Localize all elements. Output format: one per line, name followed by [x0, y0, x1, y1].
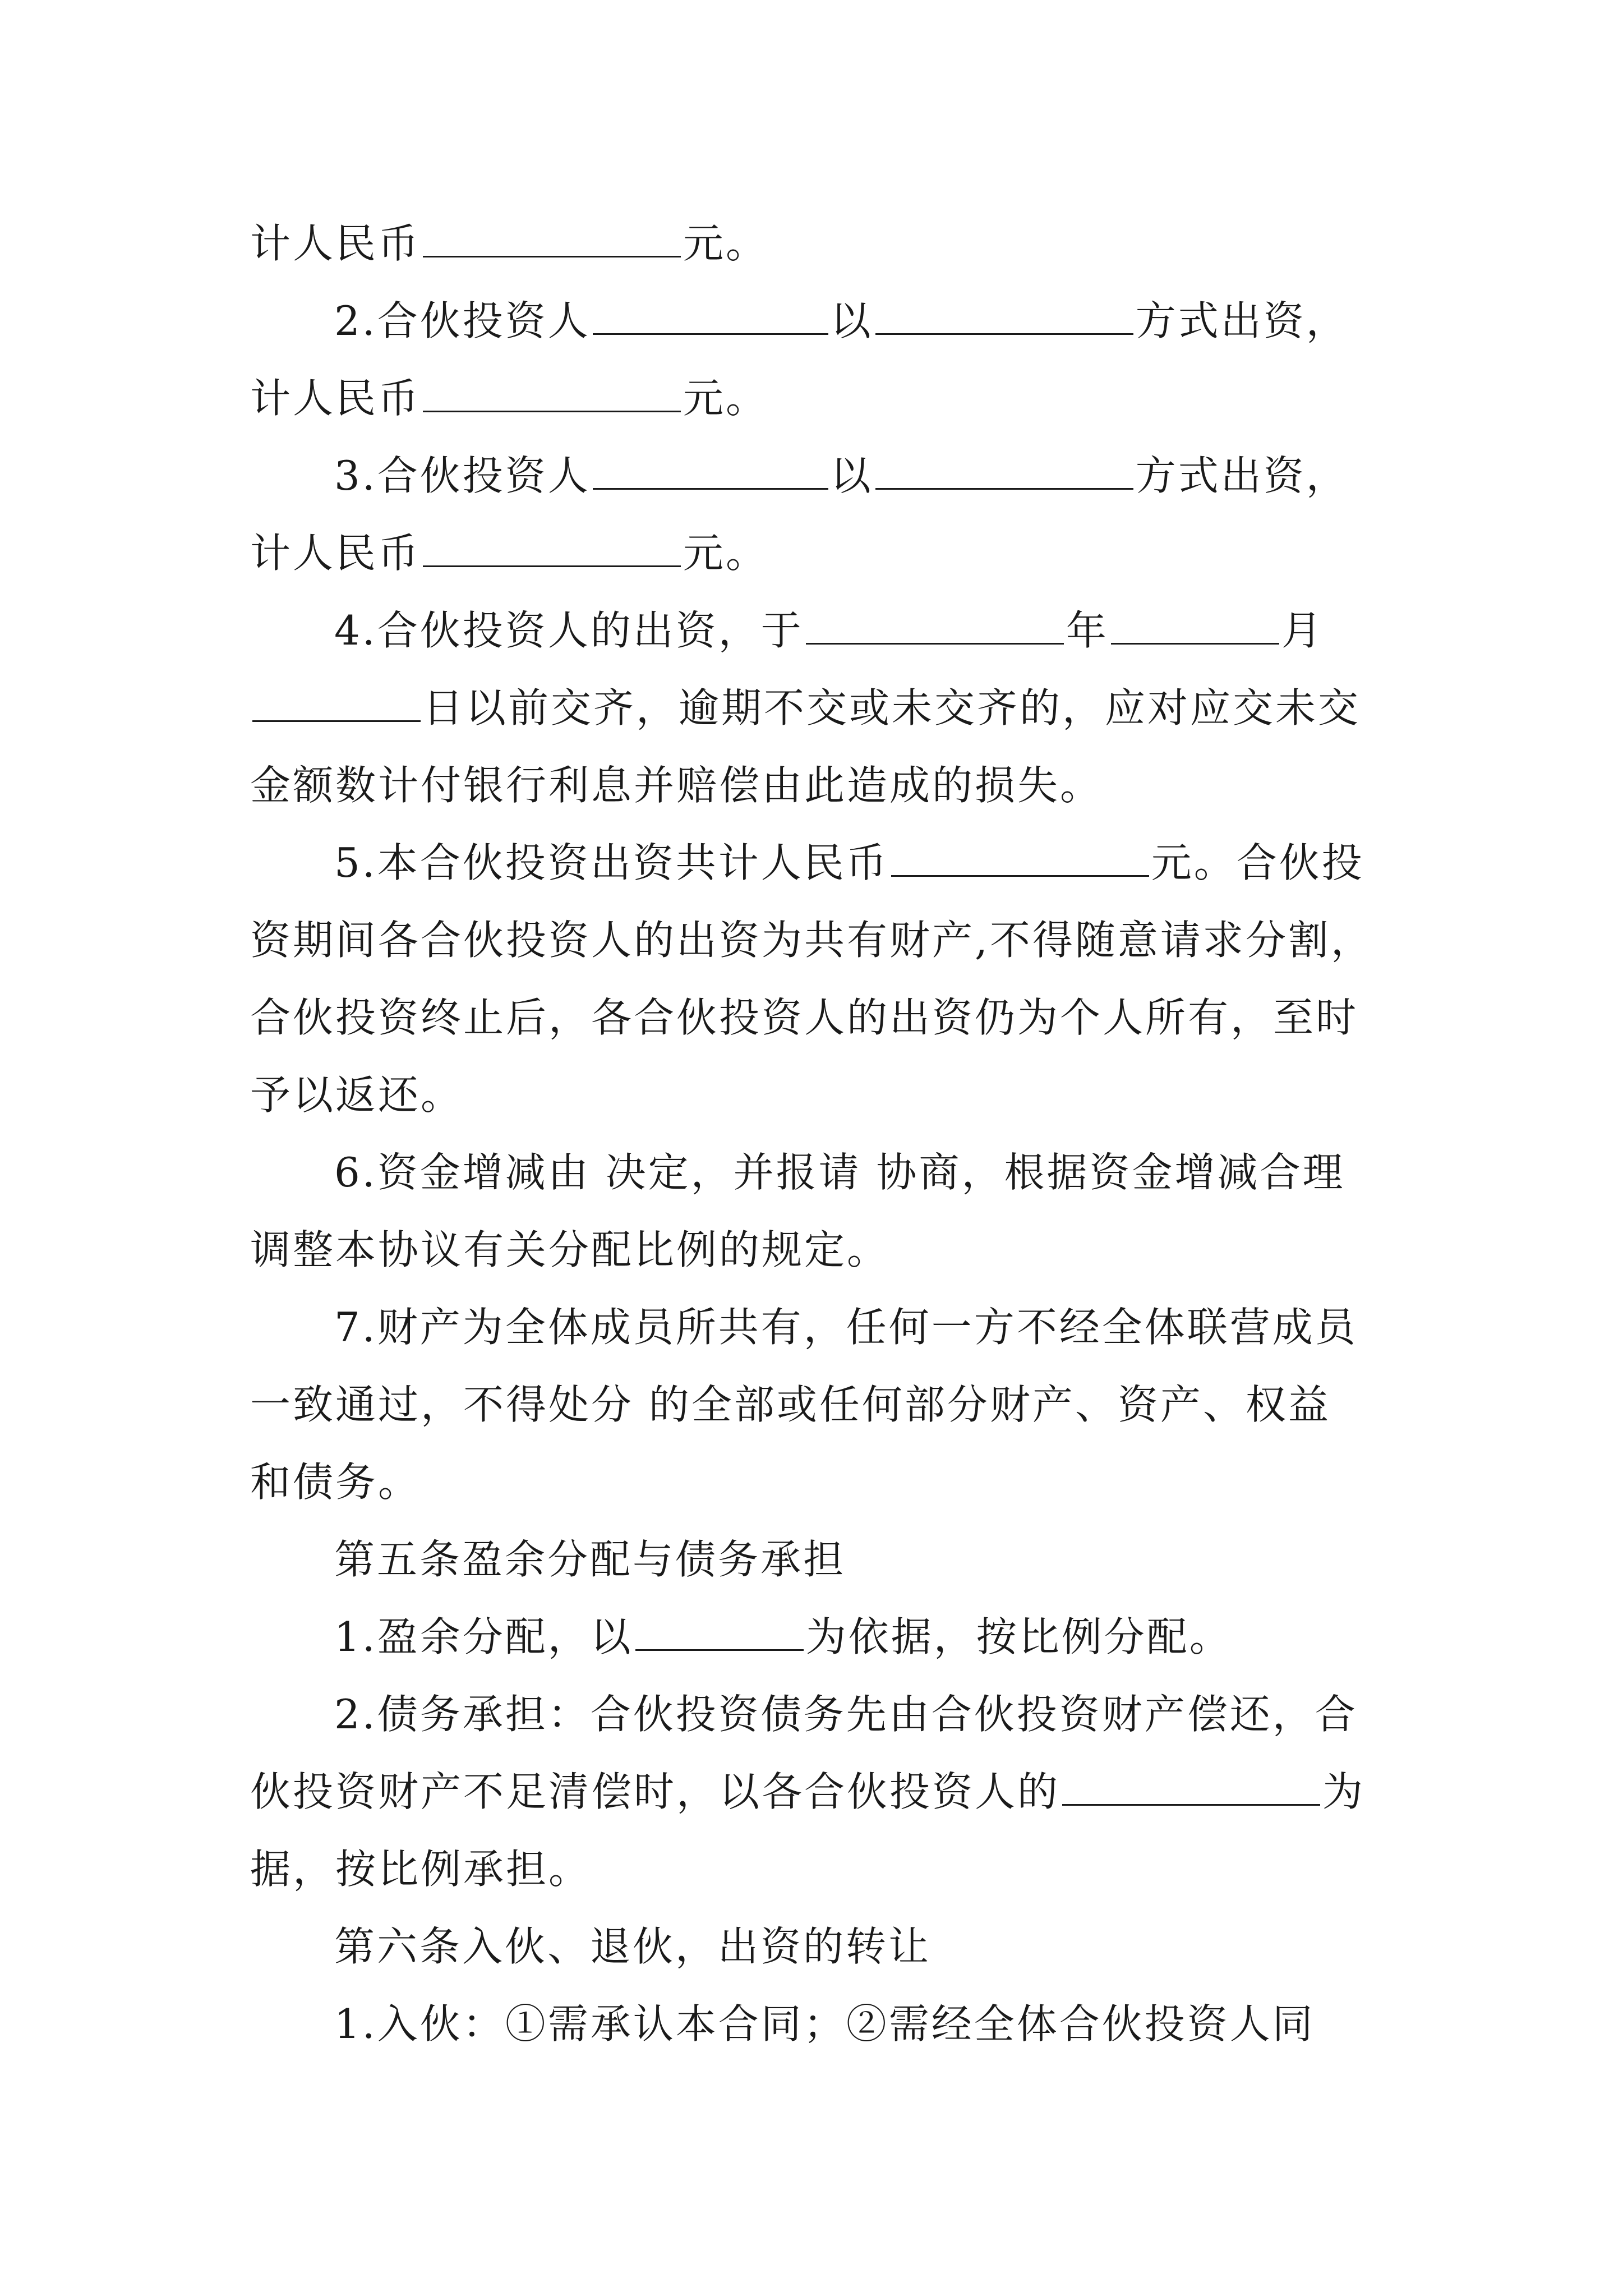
text-run: 计人民币: [250, 220, 421, 267]
text-line: 和债务。: [250, 1458, 421, 1506]
text-run: 元。: [683, 530, 769, 577]
text-run: 为依据，按比例分配。: [805, 1613, 1232, 1660]
text-line: [250, 205, 1383, 282]
text-line: 一致通过，不得处分 的全部或任何部分财产、资产、权益: [250, 1381, 1331, 1428]
text-run: 以: [830, 452, 873, 499]
text-run: 日以前交齐，逾期不交或未交齐的，应对应交未交: [423, 684, 1361, 731]
text-line: [250, 824, 1383, 901]
text-run: 年: [1066, 607, 1109, 654]
text-line: [250, 282, 1383, 360]
text-line: 金额数计付银行利息并赔偿由此造成的损失。: [250, 762, 1103, 809]
fill-blank: [875, 455, 1133, 490]
text-run: 计人民币: [250, 375, 421, 422]
text-run: 4.合伙投资人的出资，于: [334, 607, 804, 654]
text-run: 方式出资，: [1135, 297, 1349, 344]
text-line: 合伙投资终止后，各合伙投资人的出资仍为个人所有，至时: [250, 994, 1359, 1041]
section-heading: 第六条入伙、退伙，出资的转让: [334, 1923, 932, 1970]
fill-blank: [252, 688, 421, 722]
text-line: [250, 437, 1383, 514]
text-line: 6.资金增减由 决定，并报请 协商，根据资金增减合理: [334, 1149, 1345, 1196]
text-run: 元。: [683, 375, 769, 422]
text-line: 调整本协议有关分配比例的规定。: [250, 1226, 890, 1273]
document-body: [250, 205, 1383, 2063]
text-line: [250, 1753, 1383, 1830]
text-line: [250, 1598, 1383, 1676]
fill-blank: [875, 301, 1133, 335]
text-run: 5.本合伙投资出资共计人民币: [334, 839, 889, 886]
text-line: 7.财产为全体成员所共有，任何一方不经全体联营成员: [334, 1304, 1358, 1351]
text-run: 元。: [683, 220, 769, 267]
text-run: 伙投资财产不足清偿时，以各合伙投资人的: [250, 1768, 1061, 1815]
fill-blank: [423, 378, 681, 412]
text-line: [250, 592, 1383, 669]
text-line: [250, 514, 1383, 592]
text-line: [250, 360, 1383, 437]
fill-blank: [1111, 610, 1279, 645]
section-heading: 第五条盈余分配与债务承担: [334, 1536, 846, 1583]
text-run: 月: [1281, 607, 1324, 654]
fill-blank: [423, 223, 681, 257]
fill-blank: [635, 1617, 804, 1651]
text-line: 据，按比例承担。: [250, 1846, 592, 1893]
text-run: 以: [830, 297, 873, 344]
text-line: 1.入伙：①需承认本合同；②需经全体合伙投资人同: [334, 2000, 1315, 2047]
fill-blank: [806, 610, 1064, 645]
text-run: 元。合伙投: [1151, 839, 1364, 886]
text-line: 2.债务承担：合伙投资债务先由合伙投资财产偿还，合: [334, 1691, 1358, 1738]
text-run: 方式出资，: [1135, 452, 1349, 499]
fill-blank: [423, 533, 681, 567]
text-run: 3.合伙投资人: [334, 452, 591, 499]
text-run: 1.盈余分配，以: [334, 1613, 633, 1660]
text-line: 资期间各合伙投资人的出资为共有财产,不得随意请求分割，: [250, 917, 1373, 964]
fill-blank: [593, 455, 828, 490]
text-line: [250, 669, 1383, 747]
fill-blank: [1062, 1772, 1320, 1806]
text-line: 予以返还。: [250, 1071, 464, 1119]
fill-blank: [593, 301, 828, 335]
fill-blank: [891, 843, 1149, 877]
text-run: 计人民币: [250, 530, 421, 577]
text-run: 为: [1322, 1768, 1366, 1815]
text-run: 2.合伙投资人: [334, 297, 591, 344]
